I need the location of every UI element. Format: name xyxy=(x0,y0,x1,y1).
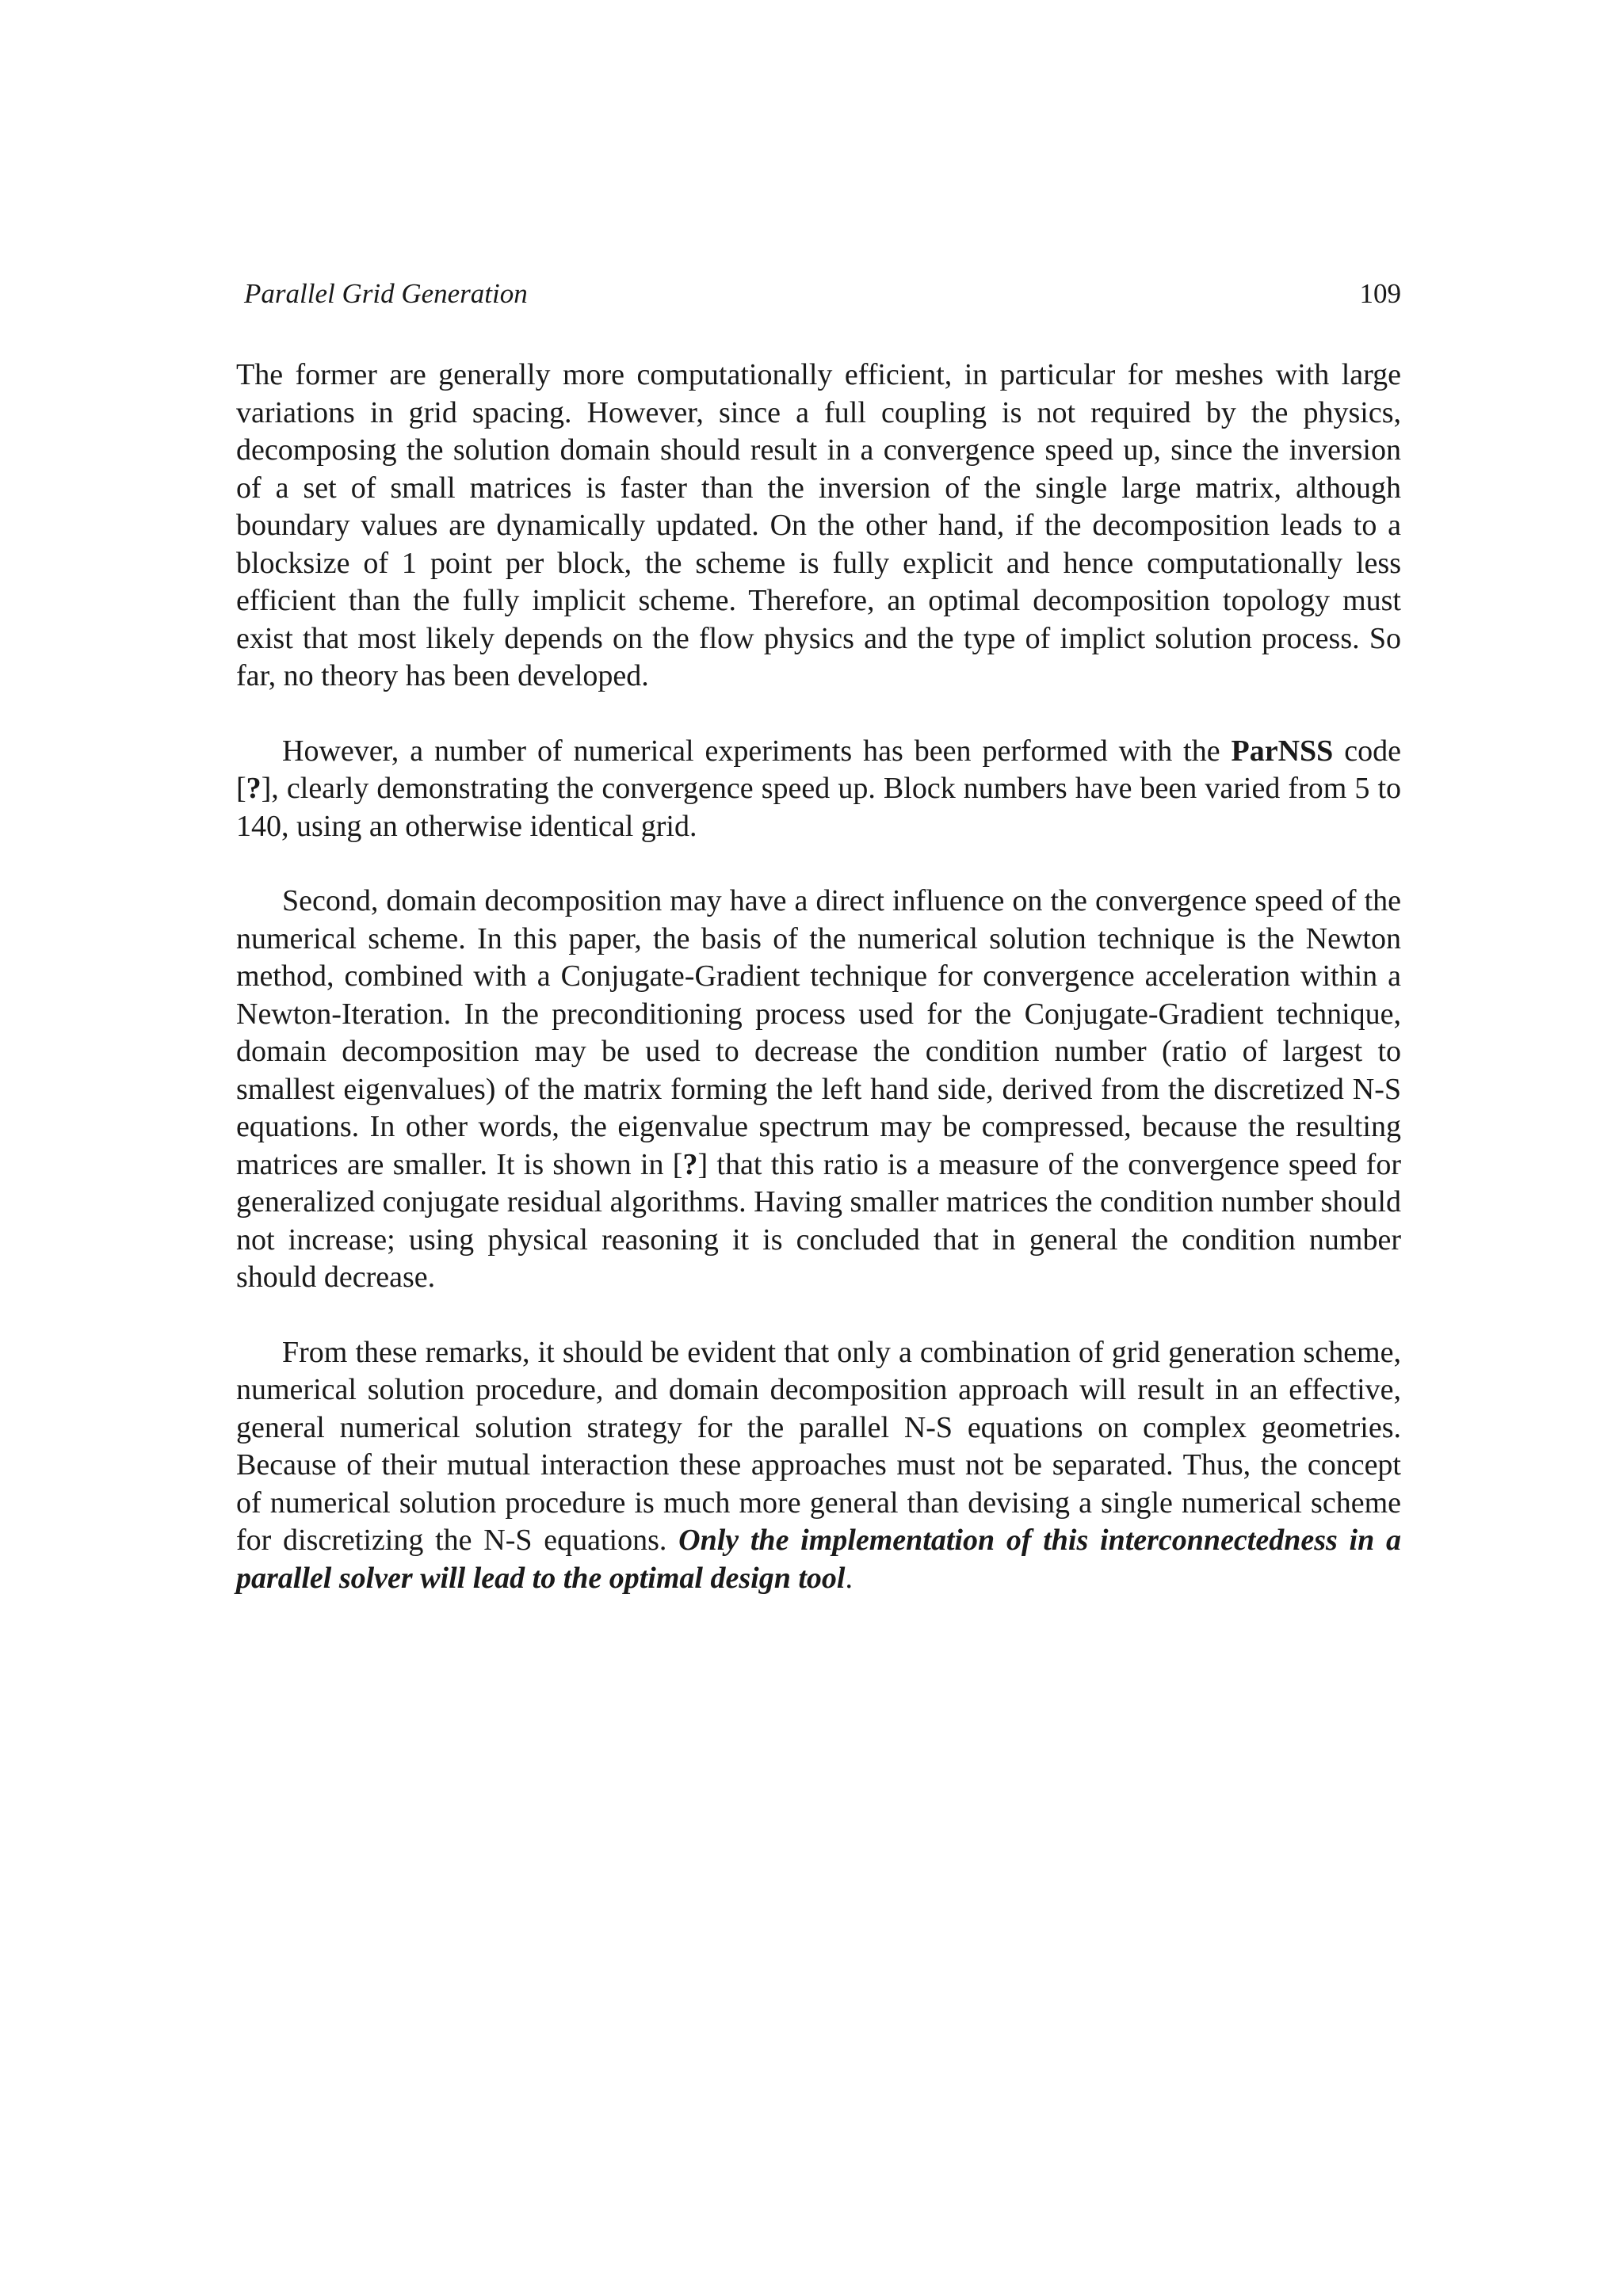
page-number: 109 xyxy=(1359,278,1401,309)
paragraph-4-end: . xyxy=(845,1561,853,1595)
citation-placeholder: ? xyxy=(682,1147,698,1181)
code-name: ParNSS xyxy=(1231,734,1334,768)
citation-placeholder: ? xyxy=(246,772,262,805)
paragraph-1-text: The former are generally more computationally efficient, in particular for meshes with large variations in grid spacing. However, since a full coupling is not required by the physics, decomposing the solution domain should result in a convergence speed up, since the inversion of a set of small matrices is faster than the inversion of the single large matrix, although boundary values are dynamically updated. On the other hand, if the decomposition leads to a blocksize of 1 point per block, the scheme is fully explicit and hence computationally less efficient than the fully implicit scheme. Therefore, an optimal decomposition topology must exist that most likely depends on the flow physics and the type of implict solution process. So far, no theory has been developed. xyxy=(236,358,1401,692)
paragraph-3-text-a: Second, domain decomposition may have a direct influence on the convergence speed of the numerical scheme. In this paper, the basis of the numerical solution technique is the Newton method, combined with a Conjugate-Gradient technique for convergence acceleration within a Newton-Iteration. In the preconditioning process used for the Conjugate-Gradient technique, domain decomposition may be used to decrease the condition number (ratio of largest to smallest eigenvalues) of the matrix forming the left hand side, derived from the discretized N-S equations. In other words, the eigenvalue spectrum may be compressed, because the resulting matrices are smaller. It is shown in [ xyxy=(236,884,1401,1181)
paragraph-4-text-a: From these remarks, it should be evident that only a combination of grid generation scheme, numerical solution procedure, and domain decomposition approach will result in an effective, general numerical solution strategy for the parallel N-S equations on complex geometries. Because of their mutual interaction these approaches must not be separated. Thus, the concept of numerical solution procedure is much more general than devising a single numerical scheme for discretizing the N-S equations. xyxy=(236,1335,1401,1557)
paragraph-1 xyxy=(236,357,1401,696)
paragraph-2-text-b: code [ xyxy=(236,734,1402,805)
emphasized-conclusion: Only the implementation of this interconnectedness in a parallel solver will lead to the optimal design tool xyxy=(236,1524,1401,1595)
paragraph-2-text-a: However, a number of numerical experiments has been performed with the xyxy=(282,734,1232,768)
running-title: Parallel Grid Generation xyxy=(244,278,528,309)
paragraph-4 xyxy=(236,1334,1401,1598)
paragraph-2 xyxy=(236,733,1401,846)
paragraph-2-text-c: ], clearly demonstrating the convergence speed up. Block numbers have been varied from 5 to 140, using an otherwise identical grid. xyxy=(236,772,1401,843)
paragraph-3-text-b: ] that this ratio is a measure of the convergence speed for generalized conjugate residual algorithms. Having smaller matrices the condition number should not increase; using physical reasoning it is concluded that in general the condition number should decrease. xyxy=(236,1147,1401,1294)
page xyxy=(236,277,1401,1597)
paragraph-3 xyxy=(236,883,1401,1297)
running-header xyxy=(236,277,1401,311)
